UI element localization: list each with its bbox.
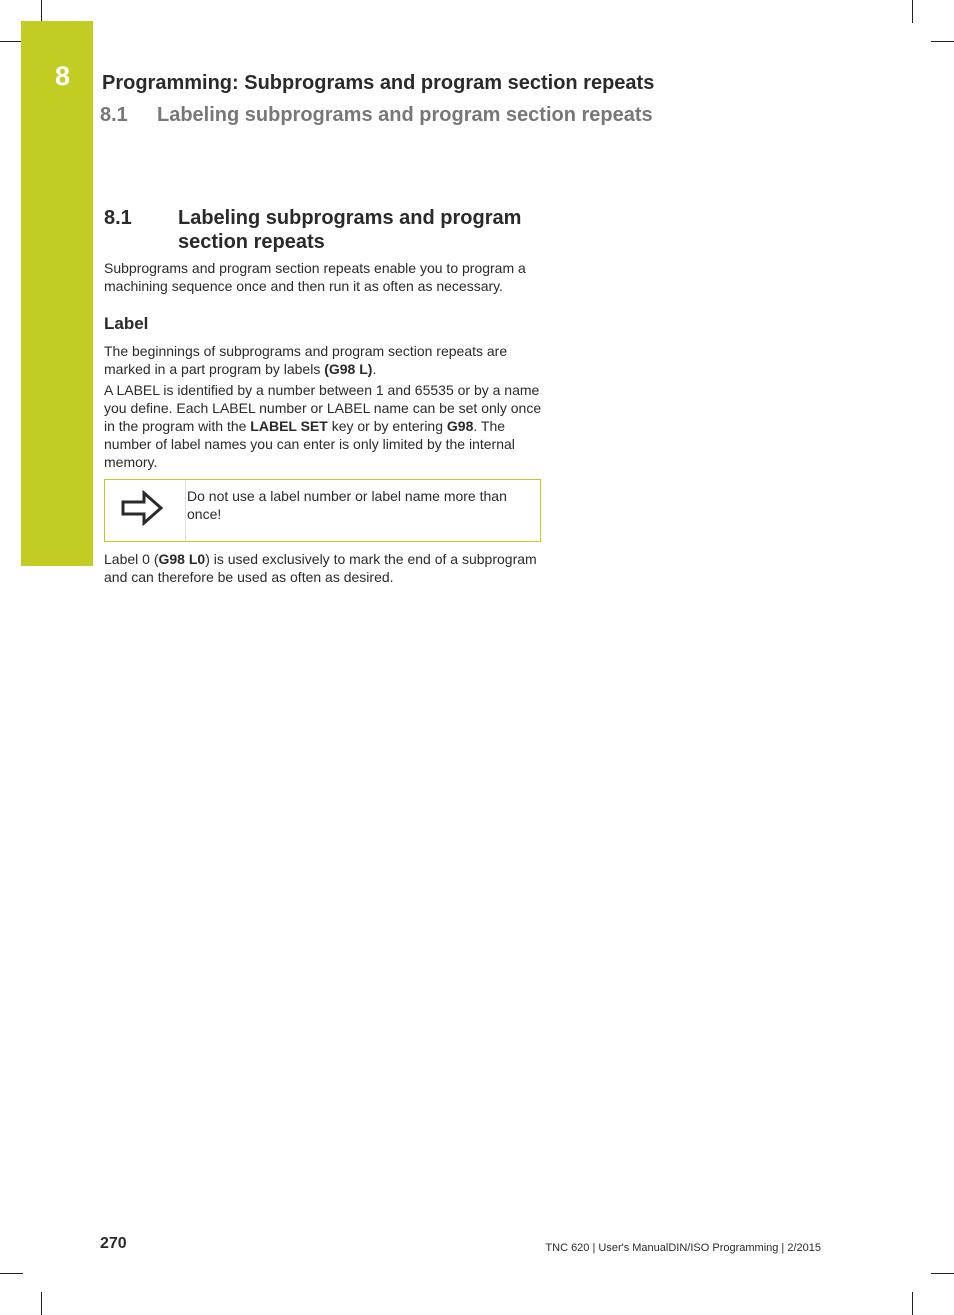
chapter-tab bbox=[21, 21, 93, 566]
section-number: 8.1 bbox=[104, 207, 132, 229]
crop-mark bbox=[931, 41, 954, 42]
label-paragraph-1 bbox=[104, 342, 549, 378]
code-g98: G98 bbox=[446, 418, 474, 434]
section-intro: Subprograms and program section repeats enable you to program a machining sequence once and then run it as often as necessary. bbox=[104, 260, 526, 294]
page-number: 270 bbox=[100, 1235, 127, 1252]
crop-mark bbox=[912, 1292, 913, 1315]
crop-mark bbox=[0, 1273, 23, 1274]
crop-mark bbox=[912, 0, 913, 23]
label-paragraph-2 bbox=[104, 381, 549, 471]
crop-mark bbox=[41, 1292, 42, 1315]
section-heading bbox=[104, 206, 564, 254]
text-run: . bbox=[372, 361, 377, 377]
label-paragraph-3 bbox=[104, 550, 549, 586]
text-run: Label 0 ( bbox=[104, 551, 159, 567]
running-section-number: 8.1 bbox=[100, 104, 128, 126]
label-heading: Label bbox=[104, 314, 149, 333]
text-run: . The number of label names you can enter is only limited by the internal memory. bbox=[104, 418, 515, 470]
text-run: A LABEL is identified by a number between 1 and 65535 or by a name you define. Each LABEL number or LABEL name can be set only once in the program with the bbox=[104, 382, 542, 434]
code-g98-l0: G98 L0 bbox=[158, 551, 206, 567]
footer-doc-info: TNC 620 | User's ManualDIN/ISO Programming | 2/2015 bbox=[545, 1242, 821, 1254]
running-section-header bbox=[100, 104, 653, 127]
key-label-set: LABEL SET bbox=[250, 418, 328, 434]
note-text: Do not use a label number or label name more than once! bbox=[187, 488, 507, 522]
crop-mark bbox=[0, 41, 23, 42]
text-run: key or by entering bbox=[327, 418, 447, 434]
arrow-right-icon bbox=[120, 490, 164, 526]
chapter-title: Programming: Subprograms and program section repeats bbox=[102, 72, 655, 94]
text-run: ) is used exclusively to mark the end of a subprogram and can therefore be used as often as desired. bbox=[104, 551, 537, 585]
chapter-number: 8 bbox=[55, 61, 71, 91]
running-section-title: Labeling subprograms and program section repeats bbox=[157, 104, 653, 126]
note-box bbox=[104, 479, 541, 542]
note-divider bbox=[185, 480, 186, 541]
crop-mark bbox=[931, 1273, 954, 1274]
text-run: The beginnings of subprograms and program section repeats are marked in a part program by labels bbox=[104, 343, 508, 377]
section-title: Labeling subprograms and program section repeats bbox=[178, 207, 522, 253]
code-g98-l: (G98 L) bbox=[324, 361, 373, 377]
crop-mark bbox=[41, 0, 42, 23]
